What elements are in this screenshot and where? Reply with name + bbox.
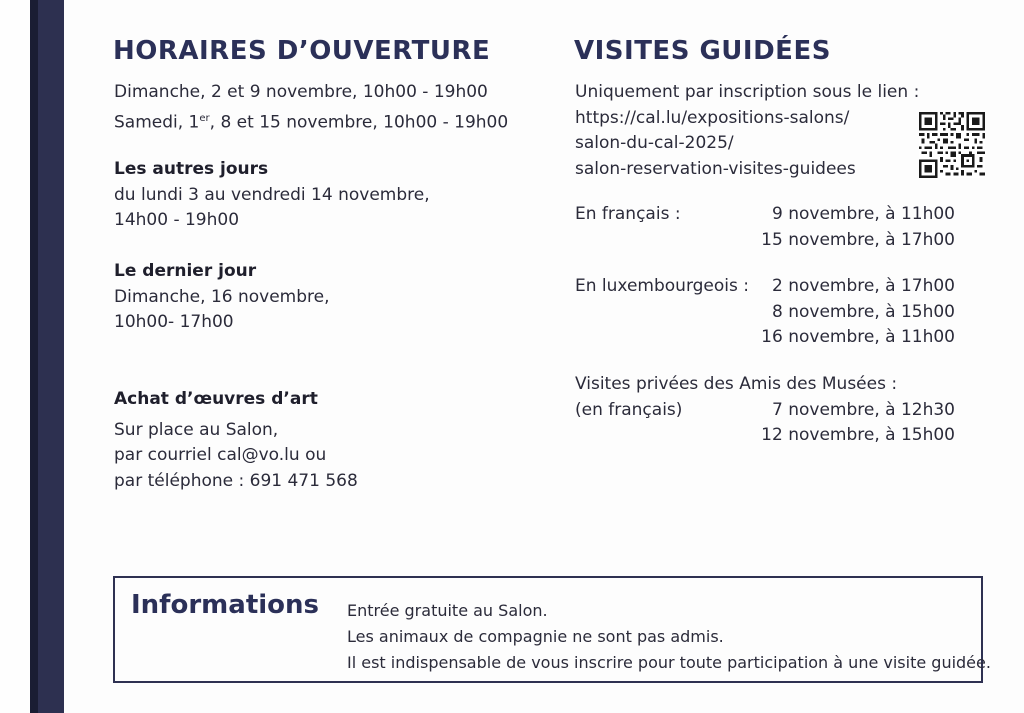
visites-link-line-2[interactable]: salon-du-cal-2025/ [575, 133, 734, 153]
privees-label: (en français) [575, 399, 683, 420]
informations-box [113, 576, 991, 683]
visites-intro: Uniquement par inscription sous le lien : [575, 82, 920, 102]
autres-jours-line-1: du lundi 3 au vendredi 14 novembre, [114, 184, 430, 205]
schedule-privees [575, 372, 955, 449]
achat-title: Achat d’œuvres d’art [114, 389, 318, 409]
francais-time-1: 9 novembre, à 11h00 [771, 204, 955, 224]
horaires-line-1: Dimanche, 2 et 9 novembre, 10h00 - 19h00 [114, 82, 488, 102]
luxembourgeois-time-1: 2 novembre, à 17h00 [771, 276, 955, 296]
dernier-jour-title: Le dernier jour [114, 261, 257, 281]
privees-time-1: 7 novembre, à 12h30 [771, 399, 955, 420]
informations-line-1: Entrée gratuite au Salon. [347, 601, 548, 620]
dernier-jour-block [114, 259, 330, 336]
schedule-francais [575, 202, 955, 253]
luxembourgeois-label: En luxembourgeois : [575, 276, 749, 296]
dernier-jour-line-1: Dimanche, 16 novembre, [114, 286, 330, 307]
page-edge-bar [0, 0, 64, 713]
horaires-heading: HORAIRES D’OUVERTURE [113, 36, 491, 66]
achat-line-3: par téléphone : 691 471 568 [114, 470, 358, 491]
schedule-luxembourgeois [575, 274, 955, 351]
dernier-jour-line-2: 10h00- 17h00 [114, 312, 234, 332]
horaires-block [114, 80, 508, 136]
achat-block [114, 387, 358, 494]
privees-time-2: 12 novembre, à 15h00 [761, 425, 955, 445]
luxembourgeois-time-2: 8 novembre, à 15h00 [771, 301, 955, 322]
francais-label: En français : [575, 204, 681, 224]
privees-title: Visites privées des Amis des Musées : [575, 374, 898, 394]
autres-jours-line-2: 14h00 - 19h00 [114, 210, 240, 230]
visites-link-line-3[interactable]: salon-reservation-visites-guidees [575, 158, 856, 179]
qr-code[interactable] [919, 112, 985, 178]
informations-title: Informations [131, 590, 320, 620]
horaires-line-2: Samedi, 1er, 8 et 15 novembre, 10h00 - 19h00 [114, 112, 509, 133]
visites-link-line-1[interactable]: https://cal.lu/expositions-salons/ [575, 107, 850, 128]
achat-line-2: par courriel cal@vo.lu ou [114, 445, 327, 465]
informations-line-2: Les animaux de compagnie ne sont pas admis. [347, 627, 724, 646]
visites-intro-block [575, 80, 919, 182]
achat-line-1: Sur place au Salon, [114, 419, 279, 440]
francais-time-2: 15 novembre, à 17h00 [761, 229, 955, 250]
visites-heading: VISITES GUIDÉES [574, 36, 831, 66]
luxembourgeois-time-3: 16 novembre, à 11h00 [761, 327, 955, 347]
autres-jours-title: Les autres jours [114, 159, 269, 179]
autres-jours-block [114, 157, 430, 234]
informations-line-3: Il est indispensable de vous inscrire pour toute participation à une visite guidée. [347, 653, 991, 672]
